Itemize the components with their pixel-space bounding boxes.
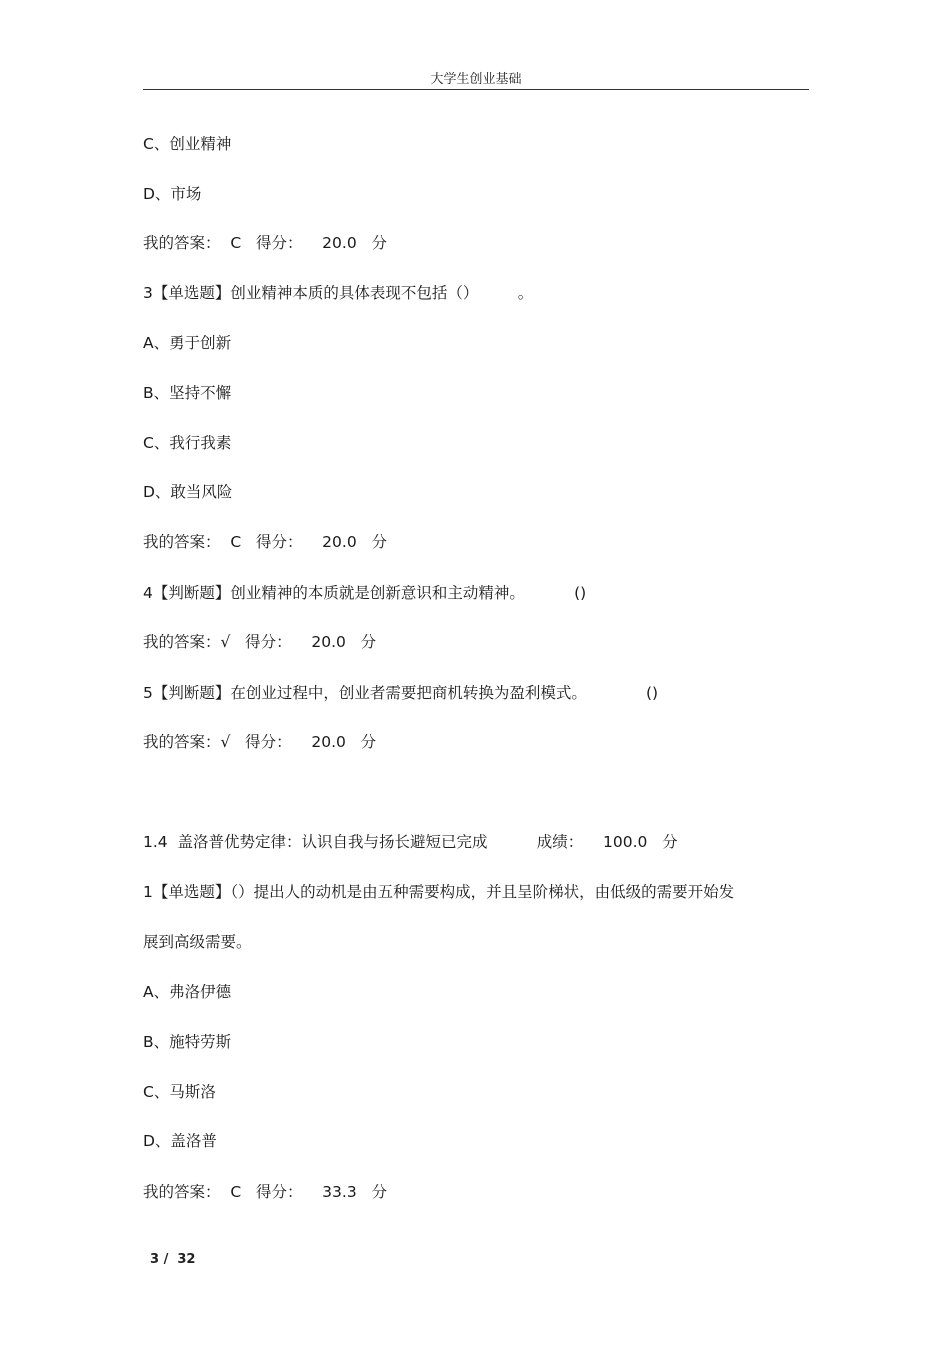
s2-q1-option-c: C、马斯洛 — [143, 1083, 216, 1101]
section-title: 1.4 盖洛普优势定律：认识自我与扬长避短已完成 成绩： 100.0 分 — [143, 833, 678, 851]
q3-option-b: B、坚持不懈 — [143, 384, 232, 402]
s2-q1-stem-line2: 展到高级需要。 — [143, 933, 252, 951]
q3-stem: 3【单选题】创业精神本质的具体表现不包括（） 。 — [143, 284, 534, 302]
header-divider — [143, 89, 809, 90]
q3-answer: 我的答案： C 得分： 20.0 分 — [143, 533, 387, 551]
q4-answer: 我的答案：√ 得分： 20.0 分 — [143, 633, 377, 651]
s2-q1-option-a: A、弗洛伊德 — [143, 983, 232, 1001]
q2-option-d: D、市场 — [143, 185, 202, 203]
q2-answer: 我的答案： C 得分： 20.0 分 — [143, 234, 387, 252]
q2-option-c: C、创业精神 — [143, 135, 232, 153]
s2-q1-option-d: D、盖洛普 — [143, 1132, 217, 1150]
q3-option-a: A、勇于创新 — [143, 334, 232, 352]
q3-option-d: D、敢当风险 — [143, 483, 233, 501]
page-number: 3 / 32 — [150, 1252, 196, 1267]
q3-option-c: C、我行我素 — [143, 434, 232, 452]
running-header-title: 大学生创业基础 — [430, 72, 522, 87]
q5-stem: 5【判断题】在创业过程中，创业者需要把商机转换为盈利模式。 () — [143, 684, 659, 702]
s2-q1-answer: 我的答案： C 得分： 33.3 分 — [143, 1183, 387, 1201]
q4-stem: 4【判断题】创业精神的本质就是创新意识和主动精神。 () — [143, 584, 587, 602]
s2-q1-option-b: B、施特劳斯 — [143, 1033, 232, 1051]
s2-q1-stem-line1: 1【单选题】（）提出人的动机是由五种需要构成，并且呈阶梯状，由低级的需要开始发 — [143, 883, 735, 901]
q5-answer: 我的答案：√ 得分： 20.0 分 — [143, 733, 377, 751]
